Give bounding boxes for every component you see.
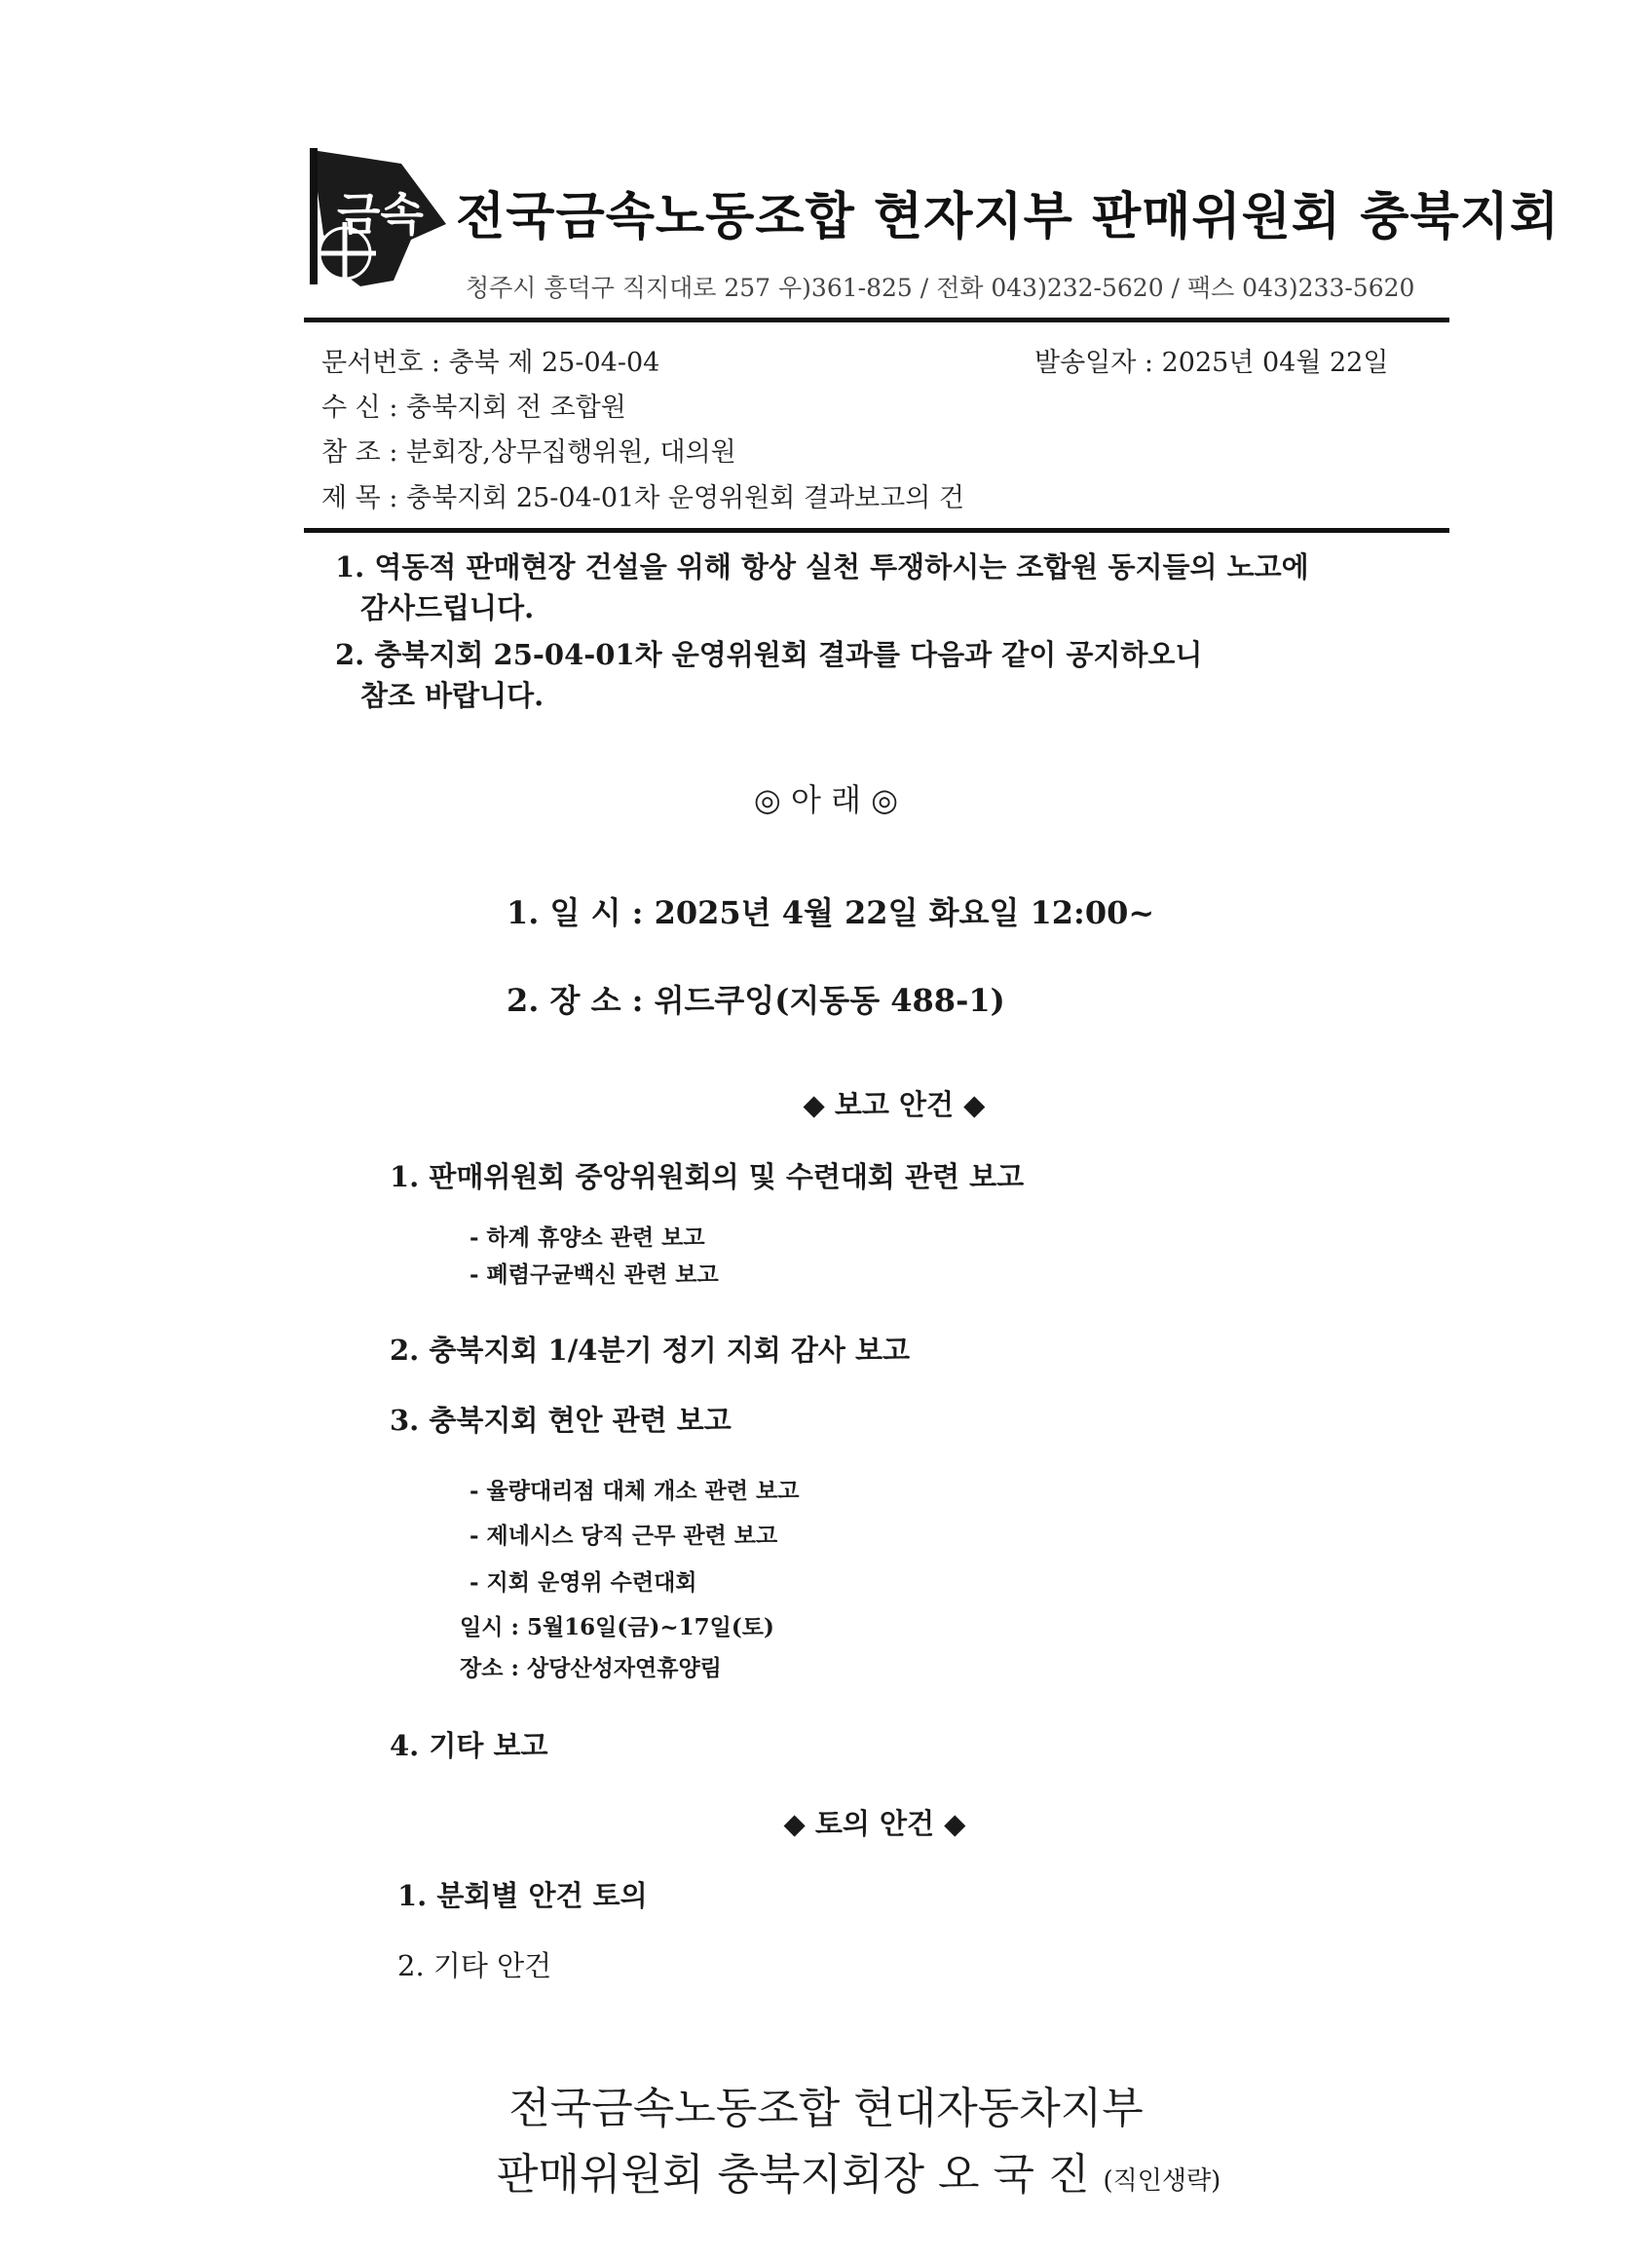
top-divider [304,318,1449,322]
report-item-3: 3. 충북지회 현안 관련 보고 [390,1404,732,1437]
organization-title: 전국금속노동조합 현자지부 판매위원회 충북지회 [456,188,1560,246]
organization-address: 청주시 흥덕구 직지대로 257 우)361-825 / 전화 043)232-5620 / 팩스 043)233-5620 [466,274,1415,302]
intro-paragraph-2-line-1: 2. 충북지회 25-04-01차 운영위원회 결과를 다음과 같이 공지하오니 [335,638,1203,671]
retreat-place: 장소 : 상당산성자연휴양림 [460,1655,722,1681]
intro-paragraph-1-line-2: 감사드립니다. [360,591,535,624]
recipient: 수 신 : 충북지회 전 조합원 [321,393,626,423]
report-item-3-sub-1: - 율량대리점 대체 개소 관련 보고 [469,1478,800,1504]
report-item-1: 1. 판매위원회 중앙위원회의 및 수련대회 관련 보고 [390,1160,1025,1193]
reference: 참 조 : 분회장,상무집행위원, 대의원 [321,437,736,468]
discussion-agenda-title: ◆ 토의 안건 ◆ [783,1807,966,1840]
signature-name-line [497,2139,1220,2202]
below-heading: ◎ 아 래 ◎ [753,781,899,818]
document-number: 문서번호 : 충북 제 25-04-04 [321,348,660,378]
report-item-4: 4. 기타 보고 [390,1729,548,1762]
seal-omitted-note: (직인생략) [1103,2166,1221,2196]
report-item-3-sub-3: - 지회 운영위 수련대회 [469,1569,697,1596]
intro-paragraph-2-line-2: 참조 바랍니다. [360,679,544,712]
report-item-1-sub-1: - 하계 휴양소 관련 보고 [469,1224,705,1251]
report-item-2: 2. 충북지회 1/4분기 정기 지회 감사 보고 [390,1334,910,1367]
subject: 제 목 : 충북지회 25-04-01차 운영위원회 결과보고의 건 [321,483,964,513]
intro-paragraph-1-line-1: 1. 역동적 판매현장 건설을 위해 항상 실천 투쟁하시는 조합원 동지들의 노고에 [335,550,1309,583]
send-date: 발송일자 : 2025년 04월 22일 [1034,348,1389,378]
report-agenda-title: ◆ 보고 안건 ◆ [803,1088,986,1121]
header-divider [304,528,1449,533]
union-logo [304,144,448,290]
logo-text: 금속 [337,188,424,241]
discussion-item-1: 1. 분회별 안건 토의 [397,1879,648,1912]
signature-organization: 전국금속노동조합 현대자동차지부 [508,2084,1144,2133]
report-item-3-sub-2: - 제네시스 당직 근무 관련 보고 [469,1523,778,1549]
retreat-date: 일시 : 5월16일(금)~17일(토) [460,1614,774,1640]
meeting-place: 2. 장 소 : 위드쿠잉(지동동 488-1) [507,982,1005,1019]
meeting-time: 1. 일 시 : 2025년 4월 22일 화요일 12:00~ [507,894,1155,931]
discussion-item-2: 2. 기타 안건 [397,1949,552,1982]
signature-name: 판매위원회 충북지회장 오 국 진 [497,2150,1090,2200]
report-item-1-sub-2: - 폐렴구균백신 관련 보고 [469,1261,719,1288]
